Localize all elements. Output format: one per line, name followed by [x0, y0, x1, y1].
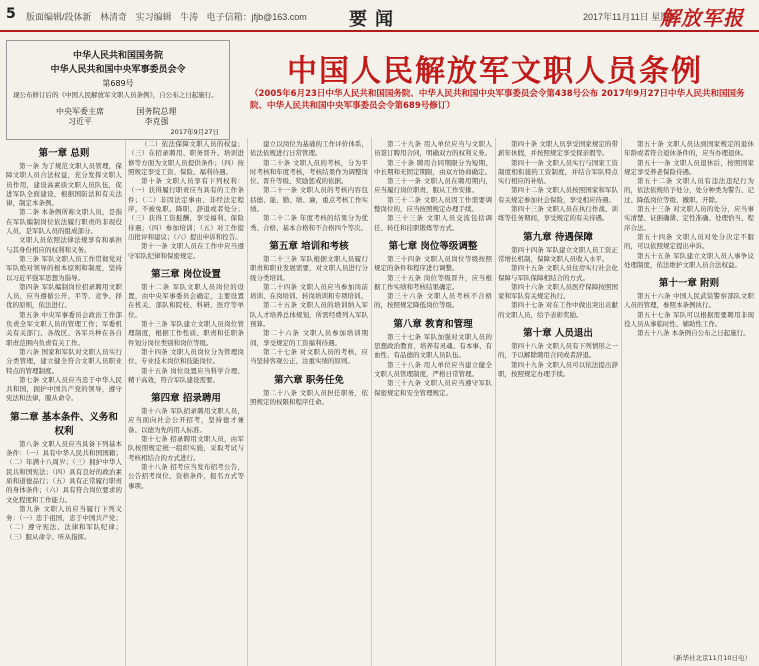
email-credit: 电子信箱：jfjb@163.com: [206, 12, 307, 22]
article-paragraph: 第十三条 军队建立文职人员岗位管理制度，根据工作性质、职责和任职条件划分岗位类别和岗位等级。: [128, 320, 244, 347]
article-paragraph: 第四十条 文职人员享受国家规定的带薪年休假，并按照规定享受探亲假等。: [498, 140, 618, 158]
article-paragraph: 第三条 军队文职人员工作贯彻党对军队绝对领导的根本原则和制度，坚持以习近平强军思想为指导。: [6, 254, 122, 282]
article-subtitle: （2005年6月23日中华人民共和国国务院、中华人民共和国中央军事委员会令第438号公布 2017年9月27日中华人民共和国国务院、中华人民共和国中央军事委员会令第689号修订）: [250, 89, 745, 111]
article-paragraph: 第五十七条 军队可以根据需要聘用非现役人员从事临时性、辅助性工作。: [624, 310, 754, 329]
signature-1-name: 习近平: [68, 117, 92, 126]
article-paragraph: 第五条 中央军事委员会政治工作部负责全军文职人员的管理工作；军委机关有关部门、各战区、各军兵种在各自职责范围内负责有关工作。: [6, 310, 122, 347]
editor-credit: 版面编辑/段体新: [26, 12, 92, 22]
article-paragraph: 第四十五条 文职人员住房实行社会化保障与军队保障相结合的方式。: [498, 264, 618, 282]
article-paragraph: 第四十二条 文职人员按照国家和军队有关规定参加社会保险，享受相应待遇。: [498, 186, 618, 204]
editorial-credits: [26, 10, 313, 23]
article-paragraph: 第四十七条 对在工作中做出突出贡献的文职人员，给予表彰奖励。: [498, 301, 618, 319]
order-issuer: 中华人民共和国国务院: [72, 51, 163, 61]
chapter-heading: 第七章 岗位等级调整: [388, 240, 478, 252]
article-paragraph: 第二条 本条例所称文职人员，是指在军队编制岗位依法履行职责的非现役人员，是军队人员的组成部分。: [6, 208, 122, 236]
article-paragraph: 第五十六条 中国人民武装警察部队文职人员的管理，参照本条例执行。: [624, 292, 754, 310]
chapter-heading: 第一章 总则: [38, 148, 90, 159]
article-paragraph: 第十二条 军队文职人员岗位的设置，由中央军事委员会确定，主要设置在机关、部队和院校、科研、医疗等单位。: [128, 282, 244, 319]
column-divider: [371, 138, 372, 666]
chapter-heading: 第九章 待遇保障: [523, 231, 593, 243]
article-paragraph: 第十条 文职人员享有下列权利：（一）获得履行职责应当具有的工作条件；（二）非因法定事由、非经法定程序，不被免职、降职、辞退或者处分；（三）获得工资报酬，享受福利、保险待遇；（四）参加培训；（五）对工作提出批评和建议；（六）提出申诉和控告。: [128, 177, 244, 241]
chapter-heading: 第三章 岗位设置: [151, 268, 221, 280]
other-credit: 牛涛: [180, 12, 199, 22]
signature-2-name: 李克强: [144, 117, 169, 126]
article-paragraph: 第二十八条 文职人员担任职务，依照规定的权限和程序任命。: [250, 388, 368, 406]
article-paragraph: 第五十四条 文职人员对处分决定不服的，可以依照规定提出申诉。: [624, 232, 754, 251]
signature-1-title: 中央军委主席: [56, 107, 104, 116]
chapter-heading: 第十章 人员退出: [523, 328, 593, 340]
article-paragraph: 第五十一条 文职人员退休后，按照国家规定享受养老保险待遇。: [624, 158, 754, 176]
article-paragraph: 第八条 文职人员应当具备下列基本条件：（一）具有中华人民共和国国籍；（二）年满十八周岁；（三）拥护中华人民共和国宪法；（四）具有良好的政治素质和道德品行；（五）具有正常履行职责的身体条件；（六）具有符合岗位要求的文化程度和工作能力。: [6, 439, 122, 504]
article-paragraph: 第三十六条 文职人员考核不合格的，按照规定降低岗位等级。: [374, 292, 492, 310]
article-paragraph: 第六条 国家和军队对文职人员实行分类管理，建立健全符合文职人员职业特点的管理制度。: [6, 347, 122, 375]
chapter-heading: 第六章 职务任免: [274, 374, 344, 386]
article-paragraph: 建立以岗位为基础的工作评价体系，依法依规进行日常管理。: [250, 140, 368, 158]
article-paragraph: 第二十七条 对文职人员的考核，应当坚持客观公正、注重实绩的原则。: [250, 347, 368, 366]
order-signatures: [43, 107, 213, 127]
article-paragraph: 第七条 文职人员应当忠于中华人民共和国，拥护中国共产党的领导，遵守宪法和法律，服从命令。: [6, 375, 122, 403]
intern-credit: 实习编辑: [135, 12, 172, 22]
section-title: 要闻: [349, 9, 401, 30]
article-paragraph: 第四条 军队编制岗位招录聘用文职人员，应当遵循公开、平等、竞争、择优的原则，依法进行。: [6, 282, 122, 310]
article-paragraph: 第二十五条 文职人员的培训纳入军队人才培养总体规划，所需经费列入军队预算。: [250, 301, 368, 329]
article-column-2: [128, 140, 244, 666]
news-agency-credit: （新华社北京11月10日电）: [669, 654, 751, 662]
article-paragraph: 第四十八条 文职人员有下列情形之一的，予以解除聘用合同或者辞退。: [498, 342, 618, 360]
article-paragraph: 文职人员依照法律法规享有和承担与其身份相应的权利和义务。: [6, 236, 122, 254]
article-column-3: [250, 140, 368, 666]
article-paragraph: 第二十三条 军队根据文职人员履行职责和职业发展需要，对文职人员进行分级分类培训。: [250, 254, 368, 282]
issue-date: 2017年11月11日 星期六: [583, 12, 679, 22]
column-divider: [495, 138, 496, 666]
column-divider: [247, 138, 248, 666]
article-paragraph: 第三十九条 文职人员应当遵守军队保密规定和安全管理规定。: [374, 379, 492, 397]
column-divider: [125, 138, 126, 666]
order-number: 第689号: [102, 79, 134, 88]
chapter-heading: 第十一章 附则: [658, 278, 720, 290]
article-paragraph: 第三十二条 文职人员因工作需要调整岗位的，应当按照规定办理手续。: [374, 195, 492, 214]
article-paragraph: 第九条 文职人员应当履行下列义务：（一）忠于祖国，忠于中国共产党；（二）遵守宪法、法律和军队纪律；（三）服从命令、听从指挥。: [6, 504, 122, 541]
article-column-5: [498, 140, 618, 666]
page-header: [0, 0, 759, 32]
article-paragraph: 第三十一条 文职人员在聘用期内，应当履行岗位职责，服从工作安排。: [374, 177, 492, 195]
article-paragraph: 第三十五条 岗位等级晋升，应当根据工作实绩和考核结果确定。: [374, 273, 492, 291]
chapter-heading: 第五章 培训和考核: [269, 240, 349, 252]
chapter-heading: 第二章 基本条件、义务和权利: [10, 411, 118, 437]
article-paragraph: 第十四条 文职人员岗位分为管理岗位、专业技术岗位和技能岗位。: [128, 347, 244, 366]
article-paragraph: 第三十四条 文职人员岗位等级按照规定的条件和程序进行调整。: [374, 254, 492, 273]
newspaper-masthead-logo: 解放军报: [660, 6, 744, 30]
order-text: 现公布修订后的《中国人民解放军文职人员条例》，自公布之日起施行。: [13, 91, 218, 99]
article-paragraph: 第三十七条 军队加强对文职人员的思想政治教育，培养有灵魂、有本事、有血性、有品德的文职人员队伍。: [374, 332, 492, 360]
article-column-1: [6, 140, 122, 666]
article-paragraph: 第五十二条 文职人员有违法违纪行为的，依法依规给予处分，处分种类为警告、记过、降低岗位等级、撤职、开除。: [624, 177, 754, 204]
article-title: 中国人民解放军文职人员条例: [287, 54, 703, 89]
article-paragraph: 第十五条 岗位设置应当科学合理、精干高效，符合军队建设需要。: [128, 366, 244, 384]
signature-2: [120, 107, 194, 127]
article-paragraph: （二）依法保障文职人员的权益；（三）在招录聘用、职务晋升、培训进修等方面为文职人员提供条件；（四）按照规定享受工资、保险、福利待遇。: [128, 140, 244, 176]
article-paragraph: 第十八条 招考应当发布招考公告，公告招考岗位、资格条件、报名方式等事项。: [128, 462, 244, 490]
article-paragraph: 第二十九条 用人单位应当与文职人员签订聘用合同，明确双方的权利义务。: [374, 140, 492, 158]
article-paragraph: 第五十八条 本条例自公布之日起施行。: [637, 329, 750, 338]
article-paragraph: 第四十三条 文职人员在执行作战、训练等任务期间，享受规定的有关待遇。: [498, 205, 618, 223]
article-paragraph: 第二十二条 年度考核的结果分为优秀、合格、基本合格和不合格四个等次。: [250, 214, 368, 232]
article-column-4: [374, 140, 492, 666]
chapter-heading: 第四章 招录聘用: [151, 393, 221, 405]
column-divider: [621, 138, 622, 666]
article-paragraph: 第四十四条 军队建立文职人员工资正常增长机制，保障文职人员收入水平。: [498, 245, 618, 263]
article-paragraph: 第五十三条 对文职人员的处分，应当事实清楚、证据确凿、定性准确、处理恰当、程序合法。: [624, 205, 754, 232]
proofer-credit: 林清奇: [100, 12, 128, 22]
article-paragraph: 第五十条 文职人员达到国家规定的退休年龄或者符合退休条件的，应当办理退休。: [624, 140, 754, 158]
article-paragraph: 第四十一条 文职人员实行与国家工资制度相衔接的工资制度，并结合军队特点实行相应的补贴。: [498, 158, 618, 186]
article-column-6: [624, 140, 754, 640]
article-paragraph: 第三十三条 文职人员交流包括调任、转任和挂职锻炼等方式。: [374, 214, 492, 232]
article-paragraph: 第五十五条 军队建立文职人员人事争议处理制度，依法维护文职人员合法权益。: [624, 251, 754, 269]
article-paragraph: 第二十四条 文职人员应当参加岗前培训、在岗培训、转岗培训和专项培训。: [250, 282, 368, 301]
article-paragraph: 第二十条 文职人员的考核，分为平时考核和年度考核，考核结果作为调整岗位、晋升等级、奖励惩戒的依据。: [250, 158, 368, 186]
article-paragraph: 第一条 为了规范文职人员管理，保障文职人员合法权益，充分发挥文职人员作用，建设高素质文职人员队伍，促进军队全面建设，根据国防法和有关法律，制定本条例。: [6, 162, 122, 208]
signature-1: [43, 107, 117, 127]
article-paragraph: 第三十八条 用人单位应当建立健全文职人员管理制度，严格日常管理。: [374, 360, 492, 378]
article-paragraph: 第三十条 聘用合同期限分为短期、中长期和无固定期限，由双方协商确定。: [374, 158, 492, 176]
article-paragraph: 第十六条 军队招录聘用文职人员，应当面向社会公开招考，坚持德才兼备、以德为先的用人标准。: [128, 407, 244, 434]
article-paragraph: 第十一条 文职人员在工作中应当遵守军队纪律和保密规定。: [128, 242, 244, 260]
article-paragraph: 第四十六条 文职人员医疗保障按照国家和军队有关规定执行。: [498, 282, 618, 301]
page-number: 5: [6, 6, 16, 22]
order-date: 2017年9月27日: [170, 128, 219, 136]
chapter-heading: 第八章 教育和管理: [393, 318, 473, 330]
article-paragraph: 第二十六条 文职人员参加培训期间，享受规定的工资福利待遇。: [250, 329, 368, 347]
signature-2-title: 国务院总理: [136, 107, 177, 116]
article-paragraph: 第十七条 招录聘用文职人员，由军队按照规定统一组织实施，采取考试与考核相结合的方式进行。: [128, 435, 244, 462]
state-order-box: [6, 40, 230, 140]
order-issuer-2: 中华人民共和国中央军事委员会令: [50, 65, 186, 75]
article-paragraph: 第四十九条 文职人员可以依法提出辞职，按照规定办理手续。: [498, 360, 618, 378]
article-paragraph: 第二十一条 文职人员的考核内容包括德、能、勤、绩、廉，重点考核工作实绩。: [250, 186, 368, 214]
